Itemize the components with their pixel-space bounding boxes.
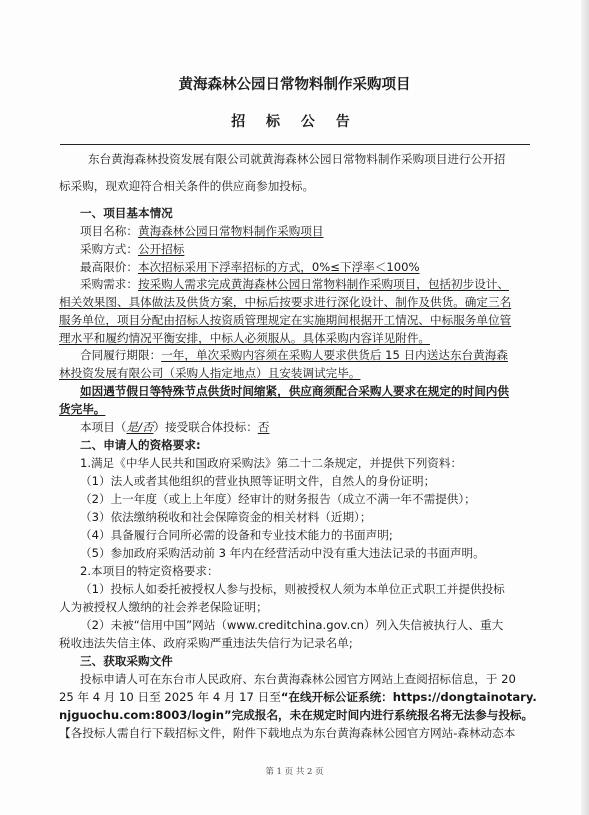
- page-footer: 第 1 页 共 2 页: [265, 767, 324, 777]
- qualification-1: 1.满足《中华人民共和国政府采购法》第二十二条规定，并提供下列资料：: [80, 456, 463, 470]
- qualification-2-1a: （1）投标人如委托被授权人参与投标，则被授权人须为本单位正式职工并提供投标: [80, 582, 505, 596]
- get-doc-system-url-start: “在线开标公证系统：https://dongtainotary.: [280, 690, 537, 704]
- requirement-line-2: 相关效果图、具体做法及供货方案，中标后按要求进行深化设计、制作及供货。确定三名: [59, 295, 512, 309]
- requirement-line-3: 服务单位，项目分配由招标人按资质管理规定在实施期间根据开工情况、中标服务单位管: [59, 313, 512, 327]
- requirement-line-1: 按采购人需求完成黄海森林公园日常物料制作采购项目，包括初步设计、: [137, 277, 509, 291]
- get-doc-line-1: 投标申请人可在东台市人民政府、东台黄海森林公园官方网站上查阅招标信息，于 20: [80, 672, 516, 686]
- section-3-heading: 三、获取采购文件: [80, 654, 173, 668]
- qualification-2-2b: 税收违法失信主体、政府采购严重违法失信行为记录名单;: [59, 636, 353, 650]
- intro-line-1: 东台黄海森林投资发展有限公司就黄海森林公园日常物料制作采购项目进行公开招: [88, 152, 506, 166]
- contract-line-1: 一年，单次采购内容须在采购人要求供货后 15 日内送达东台黄海森: [161, 348, 508, 362]
- qualification-2: 2.本项目的特定资格要求：: [80, 564, 219, 578]
- method-value: 公开招标: [137, 242, 185, 256]
- qualification-1-5: （5）参加政府采购活动前 3 年内在经营活动中没有重大违法记录的书面声明。: [80, 546, 485, 560]
- requirement-line-4: 理水平和履约情况平衡安排，中标人必须服从。具体采购内容详见附件。: [59, 331, 431, 345]
- qualification-1-4: （4）具备履行合同所必需的设备和专业技术能力的书面声明;: [80, 528, 393, 542]
- price-value: 本次招标采用下浮率招标的方式，0%≤下浮率＜100%: [137, 260, 420, 274]
- qualification-2-1b: 人为被授权人缴纳的社会养老保险证明；: [59, 600, 268, 614]
- get-doc-line-3: njguochu.com:8003/login”完成报名，未在规定时间内进行系统报名将无法参与投标。: [59, 708, 534, 722]
- method-label: 采购方式：: [80, 242, 138, 256]
- requirement-row: [80, 276, 509, 292]
- qualification-1-1: （1）法人或者其他组织的营业执照等证明文件，自然人的身份证明；: [80, 474, 436, 488]
- intro-line-2: 标采购，现欢迎符合相关条件的供应商参加投标。: [59, 179, 315, 193]
- qualification-1-3: （3）依法缴纳税收和社会保障资金的相关材料（近期）；: [80, 510, 372, 524]
- joint-bid-suffix: ）接受联合体投标：: [153, 420, 258, 434]
- joint-bid-value: 否: [257, 420, 270, 434]
- joint-bid-prefix: 本项目（: [80, 420, 127, 434]
- document-title: 黄海森林公园日常物料制作采购项目: [178, 77, 411, 93]
- price-row: [80, 259, 420, 275]
- price-label: 最高限价：: [80, 260, 138, 274]
- contract-row: [80, 347, 508, 363]
- get-doc-line-2: [59, 689, 537, 705]
- contract-line-2: 林投资发展有限公司（采购人指定地点）且安装调试完毕。: [59, 366, 361, 380]
- project-name-row: [80, 223, 324, 239]
- method-row: [80, 241, 184, 257]
- contract-label: 合同履行期限：: [80, 348, 162, 362]
- joint-bid-row: [80, 419, 269, 435]
- divider: [60, 144, 530, 145]
- qualification-1-2: （2）上一年度（或上上年度）经审计的财务报告（成立不满一年不需提供）；: [80, 492, 476, 506]
- holiday-line-1: 如因遇节假日等特殊节点供货时间缩紧，供应商须配合采购人要求在规定的时间内供: [80, 384, 509, 398]
- project-name-value: 黄海森林公园日常物料制作采购项目: [137, 224, 324, 238]
- qualification-2-2a: （2）未被“信用中国”网站（www.creditchina.gov.cn）列入失信被执行人、重大: [80, 618, 504, 632]
- requirement-label: 采购需求：: [80, 277, 138, 291]
- section-1-heading: 一、项目基本情况: [80, 206, 173, 220]
- get-doc-dates: 25 年 4 月 10 日至 2025 年 4 月 17 日至: [59, 690, 281, 704]
- get-doc-line-4: 【各投标人需自行下载招标文件，附件下载地点为东台黄海森林公园官方网站-森林动态本: [59, 726, 516, 740]
- joint-bid-options: 是/否: [126, 420, 154, 434]
- document-subtitle: 招 标 公 告: [231, 114, 358, 130]
- project-name-label: 项目名称：: [80, 224, 138, 238]
- section-2-heading: 二、申请人的资格要求:: [80, 438, 201, 452]
- holiday-line-2: 货完毕。: [59, 402, 106, 416]
